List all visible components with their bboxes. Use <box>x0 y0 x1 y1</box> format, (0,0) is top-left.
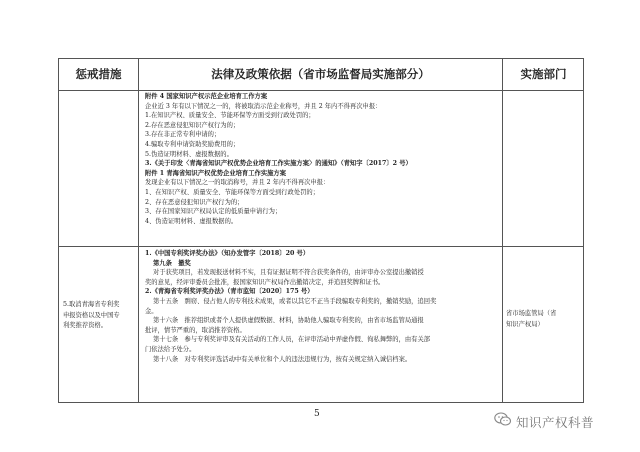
text-line: 企业近 3 年有以下情况之一的，将被取消示范企业称号，并且 2 年内不得再次申报： <box>145 102 382 110</box>
header-divider <box>59 90 583 91</box>
text-line: 申报资格以及中国专 <box>63 311 120 319</box>
text-line: 对于获奖项目，若发现报送材料不实，且有证据证明不符合获奖条件的，由评审办公室提出撤销授 <box>153 269 424 277</box>
text-line: 奖的意见，经评审委员会批准，报国家知识产权局作出撤销决定，并追回奖牌和证书。 <box>145 278 385 286</box>
header-measures: 惩戒措施 <box>75 67 122 81</box>
text-line: 第十五条 剽窃、侵占他人的专利技术成果，或者以其它不正当手段骗取专利奖的，撤销奖励，追回奖 <box>153 297 437 305</box>
text-line: 附件 4 国家知识产权示范企业培育工作方案 <box>145 93 268 100</box>
column-divider <box>502 59 503 402</box>
wechat-icon <box>494 412 512 431</box>
column-divider <box>138 59 139 402</box>
text-line: 3.存在非正常专利申请的； <box>145 131 221 139</box>
text-line: 第十六条 推荐组织或者个人提供虚假数据、材料，协助他人骗取专利奖的，由省市场监管局通报 <box>153 317 424 325</box>
text-line: 知识产权局） <box>506 320 544 328</box>
page-number: 5 <box>314 409 320 419</box>
row2-legal-text <box>145 249 498 364</box>
text-line: 附件 1 青海省知识产权优势企业培育工作实施方案 <box>145 169 287 177</box>
text-line: 第九条 撤奖 <box>153 259 191 267</box>
text-line: 门依法给予处分。 <box>145 345 196 353</box>
text-line: 3.《关于印发〈青海省知识产权优势企业培育工作实施方案〉的通知》（青知字〔2017〕2 号） <box>145 160 412 168</box>
text-line: 第十八条 对专利奖评选活动中有关单位和个人的违法违规行为，按有关规定纳入诚信档案。 <box>153 355 412 363</box>
row1-legal-text <box>145 92 498 226</box>
watermark <box>494 412 594 431</box>
text-line: 批评，情节严重的，取消推荐资格。 <box>145 326 246 334</box>
row2-department <box>506 309 582 330</box>
text-line: 2.《青海省专利奖评奖办法》（青市监知〔2020〕175 号） <box>145 288 314 296</box>
text-line: 第十七条 参与专利奖评审及有关活动的工作人员，在评审活动中弄虚作假、徇私舞弊的，由有关部 <box>153 336 431 344</box>
text-line: 4.骗取专利申请资助奖励费用的； <box>145 140 240 148</box>
row-divider <box>59 246 583 247</box>
header-legal-basis: 法律及政策依据（省市场监督局实施部分） <box>211 67 430 81</box>
policy-table <box>58 58 584 403</box>
watermark-text: 知识产权科普 <box>516 414 595 430</box>
text-line: 1、在知识产权、质量安全、节能环保等方面受到行政处罚的； <box>145 188 320 196</box>
text-line: 1.在知识产权、质量安全、节能环保等方面受到行政处罚的； <box>145 112 315 120</box>
text-line: 省市场监管局（省 <box>506 310 557 317</box>
header-department: 实施部门 <box>520 67 567 81</box>
text-line: 4、伪造证明材料、虚报数据的。 <box>145 217 238 225</box>
text-line: 2.存在恶意侵犯知识产权行为的； <box>145 121 240 129</box>
text-line: 2、存在恶意侵犯知识产权行为的； <box>145 198 244 206</box>
text-line: 5.伪造证明材料、虚报数据的。 <box>145 150 233 158</box>
text-line: 5.取消青海省专利奖 <box>63 301 120 308</box>
row2-measure <box>63 300 137 332</box>
text-line: 金。 <box>145 307 158 315</box>
text-line: 1.《中国专利奖评奖办法》（知办发管字〔2018〕20 号） <box>145 250 310 257</box>
text-line: 利奖推荐资格。 <box>63 322 108 329</box>
text-line: 发现企业有以下情况之一的取消称号，并且 2 年内不得再次申报： <box>145 179 330 187</box>
text-line: 3、存在国家知识产权局认定的低质量申请行为； <box>145 208 282 216</box>
